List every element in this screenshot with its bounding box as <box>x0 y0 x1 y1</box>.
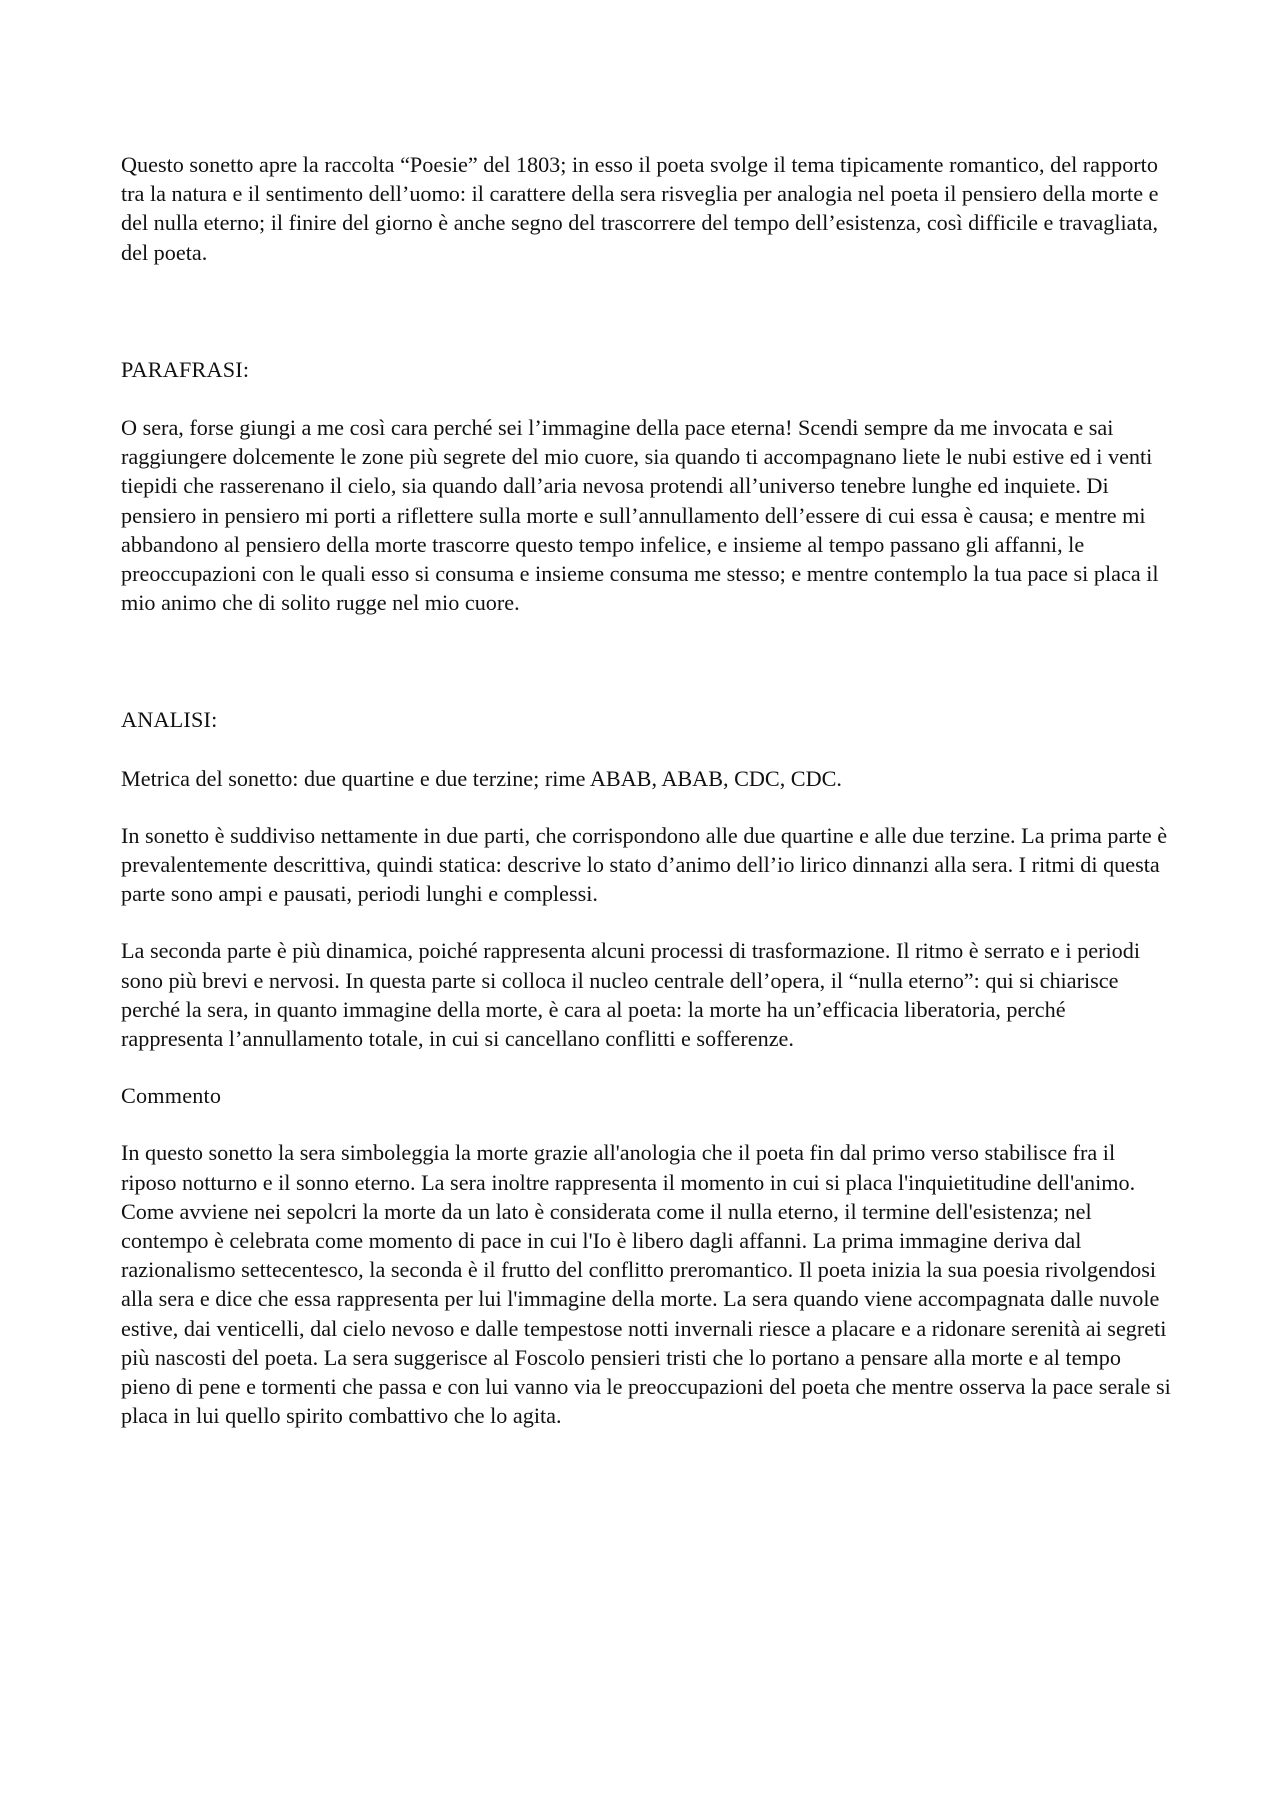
analisi-paragraph-2: La seconda parte è più dinamica, poiché rappresenta alcuni processi di trasformazione. Il ritmo è serrato e i periodi sono più brevi e nervosi. In questa parte si colloca il nucleo centrale dell’opera, il “nulla eterno”: qui si chiarisce perché la sera, in quanto immagine della morte, è cara al poeta: la morte ha un’efficacia liberatoria, perché rappresenta l’annullamento totale, in cui si cancellano conflitti e sofferenze. <box>121 938 1140 1052</box>
commento-paragraph: In questo sonetto la sera simboleggia la morte grazie all'anologia che il poeta fin dal primo verso stabilisce fra il riposo notturno e il sonno eterno. La sera inoltre rappresenta il momento in cui si placa l'inquietitudine dell'animo. Come avviene nei sepolcri la morte da un lato è considerata come il nulla eterno, il termine dell'esistenza; nel contempo è celebrata come momento di pace in cui l'Io è libero dagli affanni. La prima immagine deriva dal razionalismo settecentesco, la seconda è il frutto del conflitto preromantico. Il poeta inizia la sua poesia rivolgendosi alla sera e dice che essa rappresenta per lui l'immagine della morte. La sera quando viene accompagnata dalle nuvole estive, dai venticelli, dal cielo nevoso e dalle tempestose notti invernali riesce a placare e a ridonare serenità ai segreti più nascosti del poeta. La sera suggerisce al Foscolo pensieri tristi che lo portano a pensare alla morte e al tempo pieno di pene e tormenti che passa e con lui vanno via le preoccupazioni del poeta che mentre osserva la pace serale si placa in lui quello spirito combattivo che lo agita. <box>121 1140 1171 1429</box>
spacer <box>121 735 1171 764</box>
analisi-heading: ANALISI: <box>121 707 218 733</box>
spacer <box>121 617 1171 705</box>
spacer <box>121 384 1171 413</box>
spacer <box>121 793 1171 821</box>
parafrasi-paragraph: O sera, forse giungi a me così cara perché sei l’immagine della pace eterna! Scendi sempre da me invocata e sai raggiungere dolcemente le zone più segrete del mio cuore, sia quando ti accompagnano liete le nubi estive ed i venti tiepidi che rasserenano il cielo, sia quando dall’aria nevosa protendi all’universo tenebre lunghe ed inquiete. Di pensiero in pensiero mi porti a riflettere sulla morte e sull’annullamento dell’essere di cui essa è causa; e mentre mi abbandono al pensiero della morte trascorre questo tempo infelice, e insieme al tempo passano gli affanni, le preoccupazioni con le quali esso si consuma e insieme consuma me stesso; e mentre contemplo la tua pace si placa il mio animo che di solito rugge nel mio cuore. <box>121 415 1159 616</box>
commento-heading: Commento <box>121 1083 222 1109</box>
intro-paragraph: Questo sonetto apre la raccolta “Poesie” del 1803; in esso il poeta svolge il tema tipicamente romantico, del rapporto tra la natura e il sentimento dell’uomo: il carattere della sera risveglia per analogia nel poeta il pensiero della morte e del nulla eterno; il finire del giorno è anche segno del trascorrere del tempo dell’esistenza, così difficile e travagliata, del poeta. <box>121 152 1159 265</box>
parafrasi-heading: PARAFRASI: <box>121 356 250 382</box>
spacer <box>121 1110 1171 1138</box>
spacer <box>121 267 1171 355</box>
analisi-paragraph-1: In sonetto è suddiviso nettamente in due parti, che corrispondono alle due quartine e alle due terzine. La prima parte è prevalentemente descrittiva, quindi statica: descrive lo stato d’animo dell’io lirico dinnanzi alla sera. I ritmi di questa parte sono ampi e pausati, periodi lunghi e complessi. <box>121 822 1168 907</box>
spacer <box>121 908 1171 936</box>
analisi-metrica: Metrica del sonetto: due quartine e due terzine; rime ABAB, ABAB, CDC, CDC. <box>121 765 842 791</box>
document-body <box>121 150 1171 1431</box>
spacer <box>121 1053 1171 1081</box>
